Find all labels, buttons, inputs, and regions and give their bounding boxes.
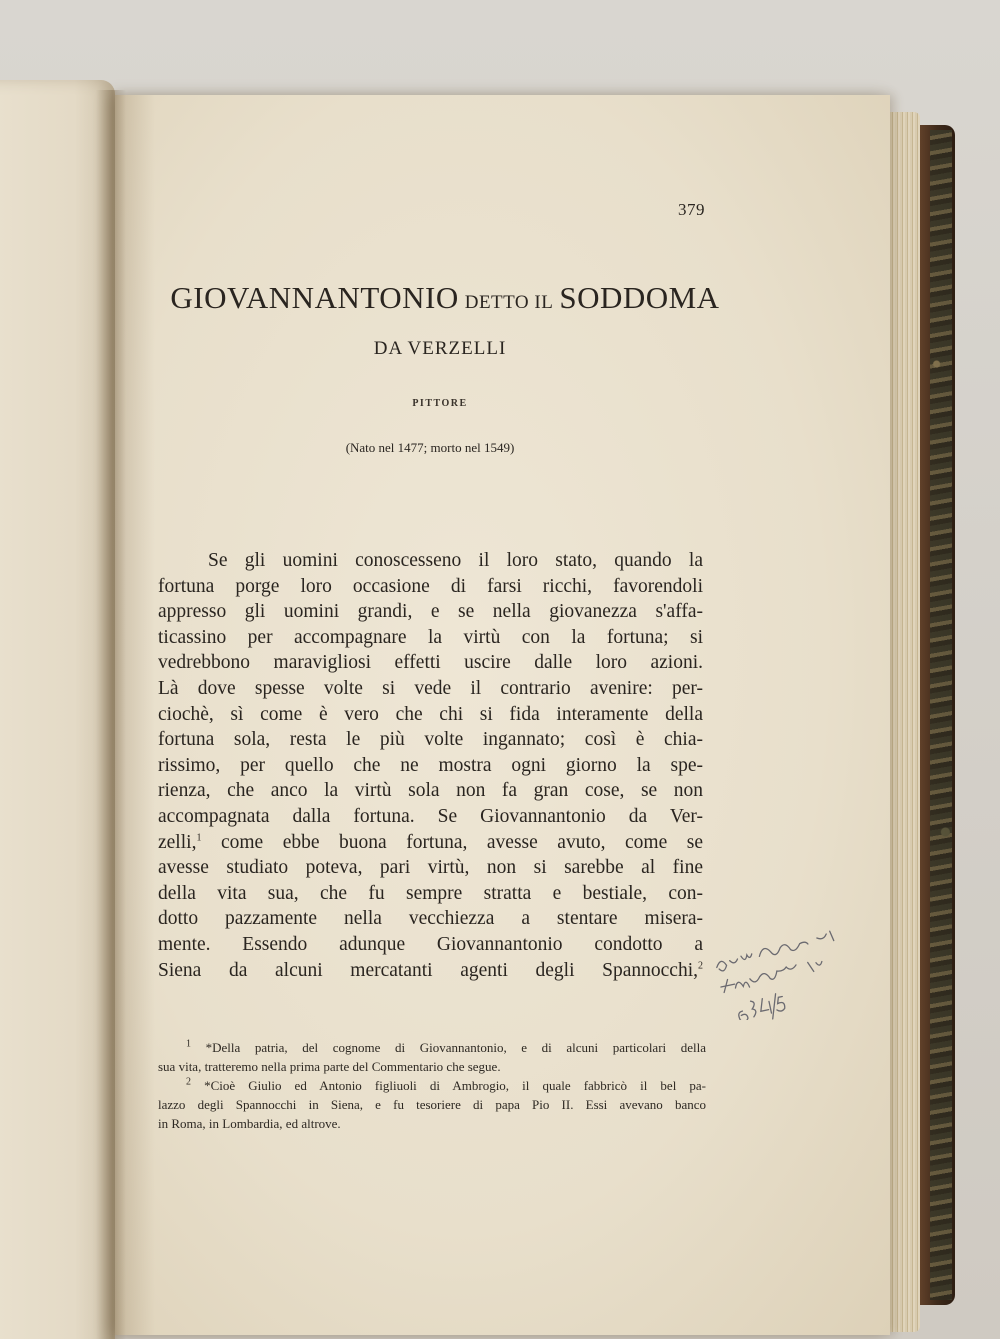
footnote-line: in Roma, in Lombardia, ed altrove. bbox=[158, 1116, 341, 1131]
title-name: GIOVANNANTONIO bbox=[170, 280, 459, 315]
footnote-line: lazzo degli Spannocchi in Siena, e fu tesoriere di papa Pio II. Essi avevano banco bbox=[158, 1097, 706, 1112]
body-line-rest: come ebbe buona fortuna, avesse avuto, come se bbox=[220, 831, 703, 853]
footnote-mark: 1 bbox=[186, 1038, 191, 1050]
profession-label: PITTORE bbox=[412, 398, 468, 409]
body-line: fortuna sola, resta le più volte ingannato; così è chia- bbox=[158, 729, 703, 751]
footnote-text: *Cioè Giulio ed Antonio figliuoli di Ambrogio, il quale fabbricò il bel pa- bbox=[204, 1078, 706, 1093]
body-line: ticassino per accompagnare la virtù con la fortuna; si bbox=[158, 626, 703, 648]
body-line bbox=[158, 830, 703, 856]
body-line-text: Siena da alcuni mercatanti agenti degli Spannocchi, bbox=[158, 959, 698, 981]
body-line bbox=[158, 958, 703, 984]
footnote-text: *Della patria, del cognome di Giovannantonio, e di alcuni particolari della bbox=[205, 1040, 706, 1055]
body-line: dotto pazzamente nella vecchiezza a stentare misera- bbox=[158, 908, 703, 930]
footnote-line bbox=[158, 1076, 706, 1095]
footnote-ref: 1 bbox=[196, 832, 202, 844]
title-connector: DETTO IL bbox=[464, 292, 554, 313]
body-line: rissimo, per quello che ne mostra ogni giorno la spe- bbox=[158, 754, 703, 776]
footnote-line: sua vita, tratteremo nella prima parte del Commentario che segue. bbox=[158, 1059, 501, 1074]
title-surname: SODDOMA bbox=[559, 280, 720, 315]
body-paragraph bbox=[158, 548, 703, 983]
body-line: Là dove spesse volte si vede il contrario avenire: per- bbox=[158, 677, 703, 699]
body-line: rienza, che anco la virtù sola non fa gran cose, se non bbox=[158, 780, 703, 802]
life-dates: (Nato nel 1477; morto nel 1549) bbox=[345, 440, 515, 455]
body-line: ciochè, sì come è vero che chi si fida interamente della bbox=[158, 703, 703, 725]
chapter-subtitle: DA VERZELLI bbox=[373, 338, 507, 359]
footnote-mark: 2 bbox=[186, 1076, 191, 1088]
body-line: fortuna porge loro occasione di farsi ricchi, favorendoli bbox=[158, 575, 703, 597]
page-number: 379 bbox=[678, 200, 705, 219]
footnotes bbox=[158, 1038, 706, 1133]
body-line: accompagnata dalla fortuna. Se Giovannantonio da Ver- bbox=[158, 805, 703, 827]
body-line: della vita sua, che fu sempre stratta e bestiale, con- bbox=[158, 882, 703, 904]
body-line-start: zelli, bbox=[158, 831, 197, 853]
footnote-ref: 2 bbox=[698, 960, 703, 971]
body-line: appresso gli uomini grandi, e se nella giovanezza s'affa- bbox=[158, 601, 703, 623]
body-line: mente. Essendo adunque Giovannantonio condotto a bbox=[158, 933, 703, 955]
footnote-line bbox=[158, 1038, 706, 1057]
pencil-annotation bbox=[712, 930, 872, 1020]
body-line: Se gli uomini conoscesseno il loro stato, quando la bbox=[208, 550, 703, 571]
body-line: avesse studiato poteva, pari virtù, non si sarebbe al fine bbox=[158, 857, 703, 879]
body-line: vedrebbono maravigliosi effetti uscire dalle loro azioni. bbox=[158, 652, 703, 674]
chapter-title bbox=[160, 280, 730, 316]
